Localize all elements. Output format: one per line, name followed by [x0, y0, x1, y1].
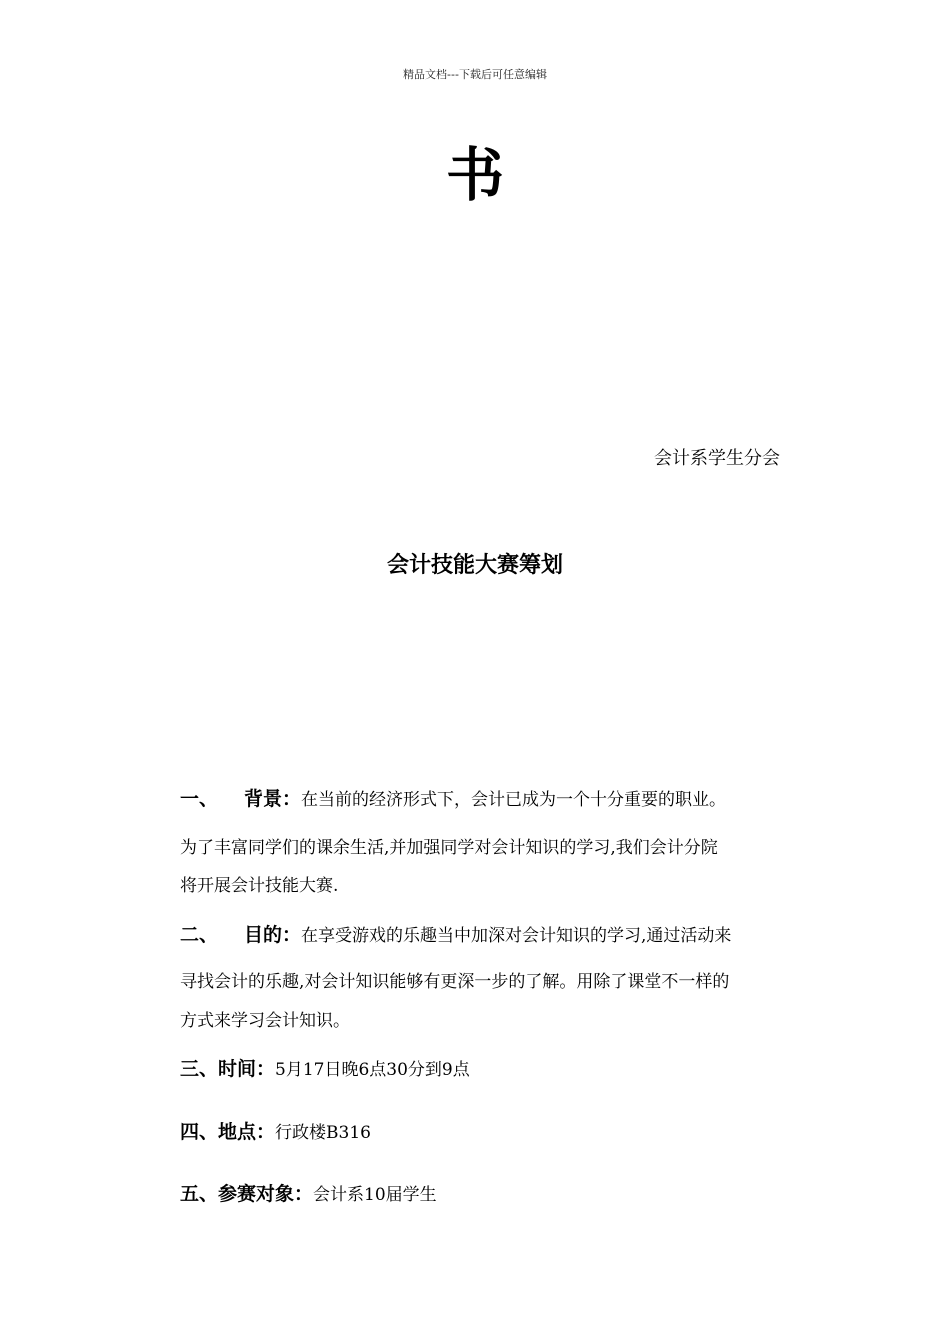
section-purpose-line3: 方式来学习会计知识。 — [180, 1011, 350, 1031]
section-participants — [180, 1183, 437, 1206]
section-value: 5月17日晚6点30分到9点 — [275, 1060, 470, 1080]
section-value: 行政楼B316 — [275, 1123, 371, 1143]
section-number: 二、 — [180, 924, 219, 946]
section-background-heading — [180, 788, 726, 811]
header-note: 精品文档---下载后可任意编辑 — [403, 68, 547, 81]
section-label: 四、地点： — [180, 1121, 276, 1143]
document-title: 会计技能大赛筹划 — [386, 553, 563, 578]
section-purpose-line2: 寻找会计的乐趣,对会计知识能够有更深一步的了解。用除了课堂不一样的 — [180, 972, 730, 992]
section-value: 会计系10届学生 — [313, 1185, 437, 1205]
section-text: 在当前的经济形式下，会计已成为一个十分重要的职业。 — [301, 790, 727, 810]
section-text: 在享受游戏的乐趣当中加深对会计知识的学习,通过活动来 — [301, 926, 732, 946]
section-label: 五、参赛对象： — [180, 1183, 314, 1205]
section-label: 目的： — [244, 924, 302, 946]
section-location — [180, 1121, 371, 1144]
section-number: 一、 — [180, 788, 219, 810]
section-purpose-heading — [180, 924, 731, 947]
section-background-line3: 将开展会计技能大赛. — [180, 876, 339, 896]
section-background-line2: 为了丰富同学们的课余生活,并加强同学对会计知识的学习,我们会计分院 — [180, 838, 718, 858]
section-label: 背景： — [244, 788, 302, 810]
organization-name: 会计系学生分会 — [654, 448, 780, 469]
section-label: 三、时间： — [180, 1058, 276, 1080]
section-time — [180, 1058, 470, 1081]
cover-character: 书 — [445, 141, 504, 209]
